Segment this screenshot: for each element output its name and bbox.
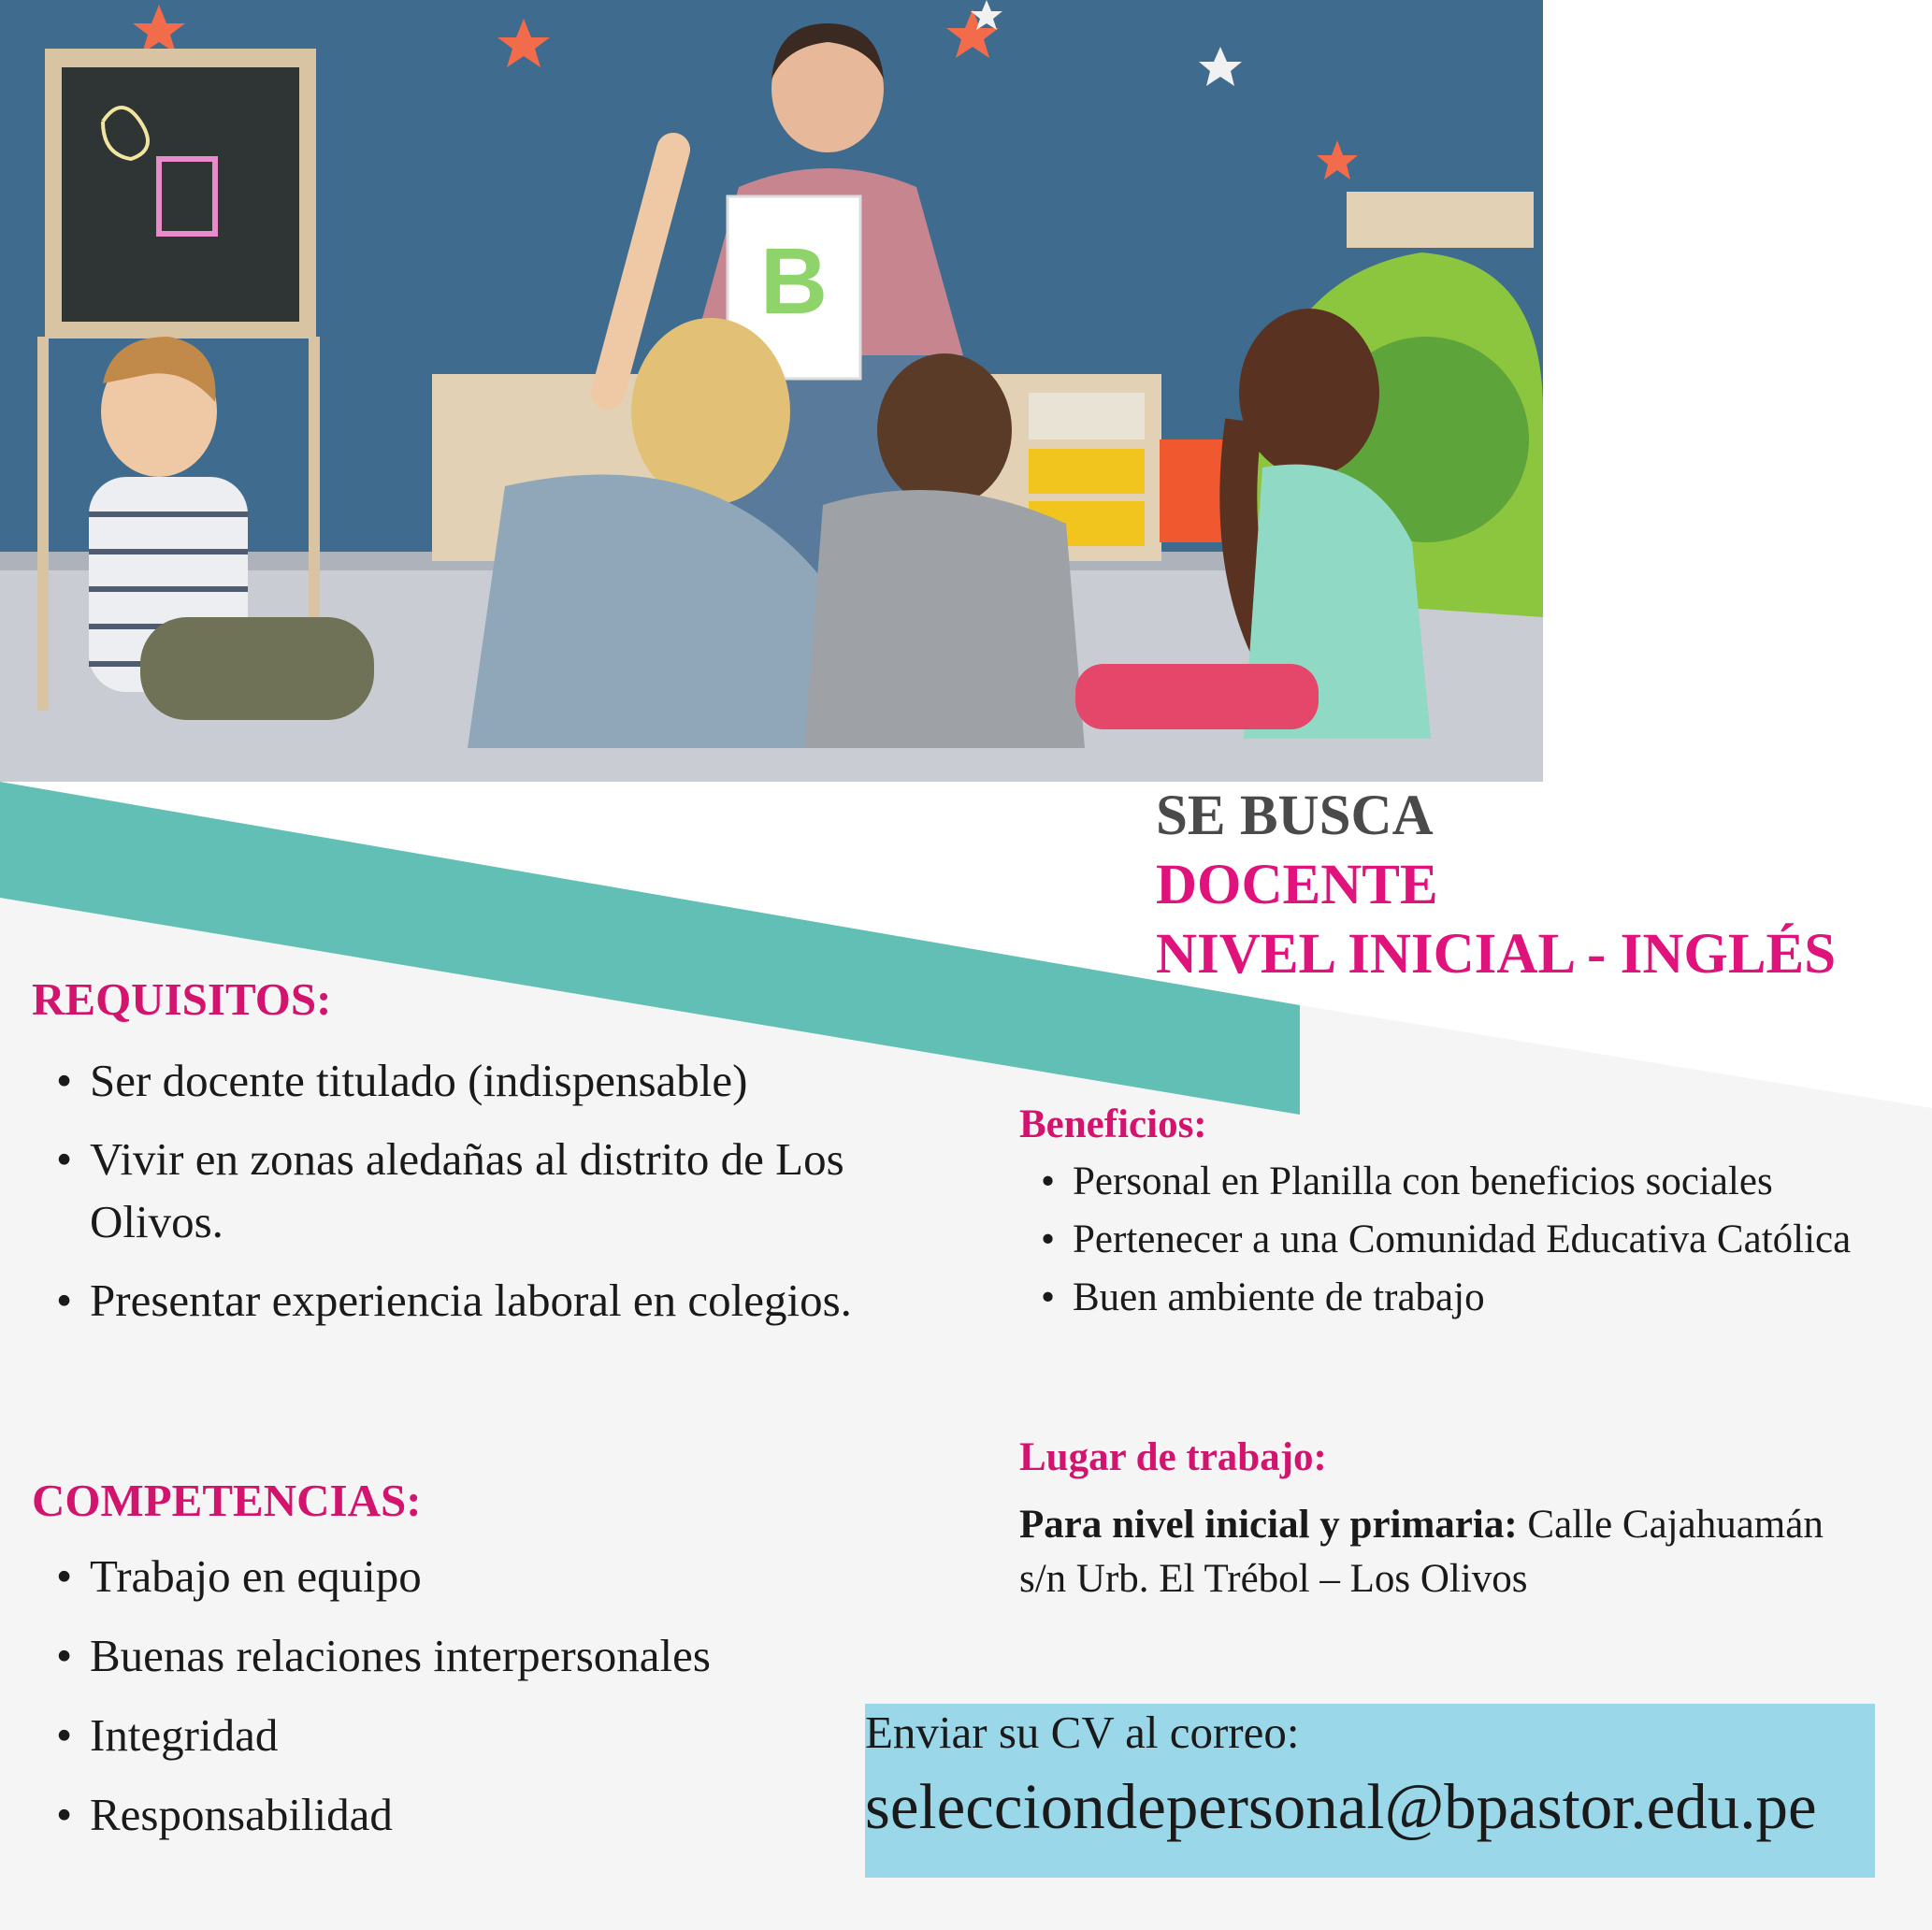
list-item: • Buen ambiente de trabajo (1041, 1272, 1882, 1324)
bullet-icon: • (1041, 1217, 1056, 1261)
list-item: • Responsabilidad (56, 1783, 860, 1846)
heading-se-busca: SE BUSCA (1156, 785, 1434, 847)
lugar-address-text: Calle Cajahuamán s/n Urb. El Trébol – Los Olivos (1019, 1503, 1824, 1601)
classroom-photo (0, 0, 1543, 782)
list-item: • Integridad (56, 1704, 860, 1766)
lugar-label: Para nivel inicial y primaria: (1019, 1503, 1518, 1547)
competencias-list (56, 1545, 860, 1863)
list-item: • Personal en Planilla con beneficios sociales (1041, 1156, 1882, 1208)
bullet-icon: • (56, 1275, 73, 1326)
list-item: • Vivir en zonas aledañas al distrito de Los Olivos. (56, 1128, 860, 1253)
bullet-icon: • (1041, 1275, 1056, 1319)
bullet-icon: • (56, 1630, 73, 1681)
beneficios-title: Beneficios: (1019, 1102, 1207, 1146)
beneficios-list (1041, 1156, 1882, 1330)
bullet-icon: • (1041, 1159, 1056, 1203)
heading-docente: DOCENTE (1156, 854, 1438, 916)
list-item: • Pertenecer a una Comunidad Educativa Católica (1041, 1214, 1882, 1266)
list-item: • Presentar experiencia laboral en colegios. (56, 1269, 860, 1332)
bullet-icon: • (56, 1055, 73, 1106)
bullet-icon: • (56, 1133, 73, 1185)
list-item: • Trabajo en equipo (56, 1545, 860, 1607)
email-link[interactable]: selecciondepersonal@bpastor.edu.pe (865, 1771, 1817, 1842)
bullet-icon: • (56, 1789, 73, 1840)
bullet-icon: • (56, 1550, 73, 1602)
job-heading (1156, 782, 1923, 989)
lugar-address (1019, 1498, 1861, 1606)
competencias-title: COMPETENCIAS: (32, 1475, 422, 1526)
requisitos-title: REQUISITOS: (32, 973, 332, 1025)
lugar-title: Lugar de trabajo: (1019, 1435, 1327, 1479)
heading-nivel: NIVEL INICIAL - INGLÉS (1156, 923, 1837, 986)
list-item: • Ser docente titulado (indispensable) (56, 1049, 860, 1112)
email-label: Enviar su CV al correo: (865, 1707, 1300, 1758)
requisitos-list (56, 1049, 860, 1347)
list-item: • Buenas relaciones interpersonales (56, 1624, 860, 1687)
card-letter: B (759, 229, 829, 334)
bullet-icon: • (56, 1709, 73, 1761)
